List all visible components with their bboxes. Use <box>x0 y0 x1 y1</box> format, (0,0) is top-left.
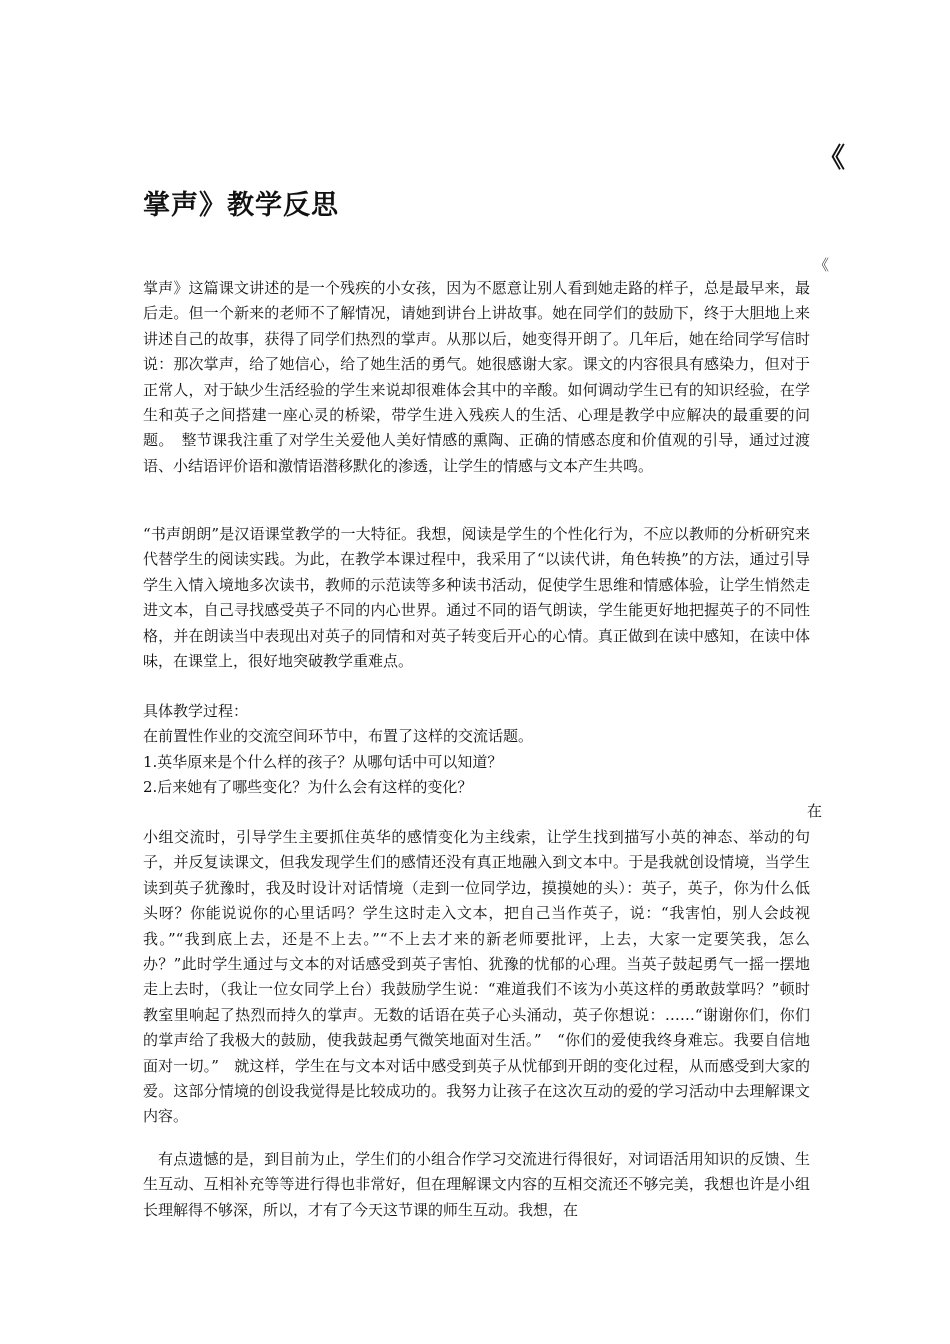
process-intro: 在前置性作业的交流空间环节中，布置了这样的交流话题。 <box>143 727 534 746</box>
paragraph-2: “书声朗朗”是汉语课堂教学的一大特征。我想，阅读是学生的个性化行为，不应以教师的分析研究来代替学生的阅读实践。为此，在教学本课过程中，我采用了“以读代讲，角色转换”的方法，通过引导学生入情入境地多次读书，教师的示范读等多种读书活动，促使学生思维和情感体验，让学生悄然走进文本，自己寻找感受英子不同的内心世界。通过不同的语气朗读，学生能更好地把握英子的不同性格，并在朗读当中表现出对英子的同情和对英子转变后开心的心情。真正做到在读中感知，在读中体味，在课堂上，很好地突破教学重难点。 <box>143 525 810 671</box>
page-title: 掌声》教学反思 <box>143 190 339 221</box>
paragraph1-lead: 《 <box>814 256 830 274</box>
process-list <box>143 699 810 801</box>
paragraph-4: 有点遗憾的是，到目前为止，学生们的小组合作学习交流进行得很好，对词语活用知识的反馈、生生互动、互相补充等等进行得也非常好，但在理解课文内容的互相交流还不够完美，我想也许是小组长理解得不够深，所以，才有了今天这节课的师生互动。我想，在 <box>143 1150 810 1219</box>
paragraph3-lead: 在 <box>807 802 823 820</box>
question-1: 1.英华原来是个什么样的孩子？从哪句话中可以知道？ <box>143 752 503 771</box>
title-open-bracket: 《 <box>818 143 845 174</box>
process-heading: 具体教学过程： <box>143 702 249 720</box>
paragraph-1: 掌声》这篇课文讲述的是一个残疾的小女孩，因为不愿意让别人看到她走路的样子，总是最早来，最后走。但一个新来的老师不了解情况，请她到讲台上讲故事。她在同学们的鼓励下，终于大胆地上来讲述自己的故事，获得了同学们热烈的掌声。从那以后，她变得开朗了。几年后，她在给同学写信时说：那次掌声，给了她信心，给了她生活的勇气。她很感谢大家。课文的内容很具有感染力，但对于正常人，对于缺少生活经验的学生来说却很难体会其中的辛酸。如何调动学生已有的知识经验，在学生和英子之间搭建一座心灵的桥梁，带学生进入残疾人的生活、心理是教学中应解决的最重要的问题。 整节课我注重了对学生关爱他人美好情感的熏陶、正确的情感态度和价值观的引导，通过过渡语、小结语评价语和激情语潜移默化的渗透，让学生的情感与文本产生共鸣。 <box>143 279 810 475</box>
paragraph-3: 小组交流时，引导学生主要抓住英华的感情变化为主线索，让学生找到描写小英的神态、举动的句子，并反复读课文，但我发现学生们的感情还没有真正地融入到文本中。于是我就创设情境，当学生读到英子犹豫时，我及时设计对话情境（走到一位同学边，摸摸她的头）：英子，英子，你为什么低头呀？你能说说你的心里话吗？学生这时走入文本，把自己当作英子，说：“我害怕，别人会歧视我。”“我到底上去，还是不上去。”“不上去才来的新老师要批评，上去，大家一定要笑我，怎么办？”此时学生通过与文本的对话感受到英子害怕、犹豫的忧郁的心理。当英子鼓起勇气一摇一摆地走上去时，（我让一位女同学上台）我鼓励学生说：“难道我们不该为小英这样的勇敢鼓掌吗？”顿时教室里响起了热烈而持久的掌声。无数的话语在英子心头涌动，英子你想说：……“谢谢你们，你们的掌声给了我极大的鼓励，使我鼓起勇气微笑地面对生活。” “你们的爱使我终身难忘。我要自信地面对一切。” 就这样，学生在与文本对话中感受到英子从忧郁到开朗的变化过程，从而感受到大家的爱。这部分情境的创设我觉得是比较成功的。我努力让孩子在这次互动的爱的学习活动中去理解课文内容。 <box>143 828 810 1126</box>
question-2: 2.后来她有了哪些变化？为什么会有这样的变化？ <box>143 778 473 797</box>
